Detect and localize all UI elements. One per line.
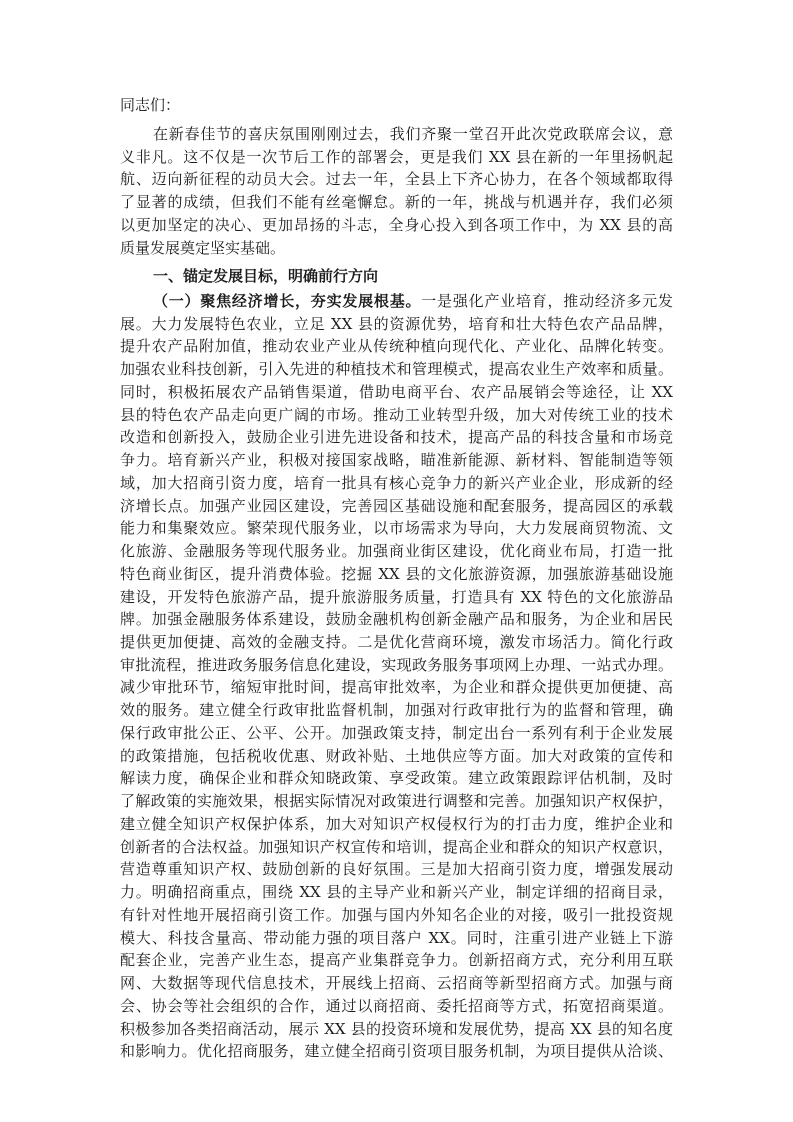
- paragraph-line: 的政策措施，包括税收优惠、财政补贴、土地供应等方面。加大对政策的宣传和: [120, 746, 673, 765]
- paragraph-line: 能力和集聚效应。繁荣现代服务业，以市场需求为导向，大力发展商贸物流、文: [120, 519, 673, 538]
- paragraph-line: 审批流程，推进政务服务信息化建设，实现政务服务事项网上办理、一站式办理。: [120, 655, 673, 674]
- paragraph-line: 网、大数据等现代信息技术，开展线上招商、云招商等新型招商方式。加强与商: [120, 974, 673, 993]
- paragraph-line: 化旅游、金融服务等现代服务业。加强商业街区建设，优化商业布局，打造一批: [120, 542, 673, 561]
- paragraph-line: 域，加大招商引资力度，培育一批具有核心竞争力的新兴产业企业，形成新的经: [120, 473, 673, 492]
- paragraph-line: 力。明确招商重点，围绕 XX 县的主导产业和新兴产业，制定详细的招商目录，: [120, 883, 673, 902]
- paragraph-line: 效的服务。建立健全行政审批监督机制，加强对行政审批行为的监督和管理，确: [120, 701, 673, 720]
- paragraph-line: 义非凡。这不仅是一次节后工作的部署会，更是我们 XX 县在新的一年里扬帆起: [120, 147, 673, 166]
- paragraph-line: 同时，积极拓展农产品销售渠道，借助电商平台、农产品展销会等途径，让 XX: [120, 382, 673, 401]
- paragraph-line: 减少审批环节，缩短审批时间，提高审批效率，为企业和群众提供更加便捷、高: [120, 678, 673, 697]
- paragraph-line: 保行政审批公正、公平、公开。加强政策支持，制定出台一系列有利于企业发展: [120, 723, 673, 742]
- paragraph-line: 县的特色农产品走向更广阔的市场。推动工业转型升级，加大对传统工业的技术: [120, 405, 673, 424]
- paragraph-line: 改造和创新投入，鼓励企业引进先进设备和技术，提高产品的科技含量和市场竞: [120, 428, 673, 447]
- paragraph-line: 了显著的成绩，但我们不能有丝毫懈怠。新的一年，挑战与机遇并存，我们必须: [120, 193, 673, 212]
- paragraph-line: 争力。培育新兴产业，积极对接国家战略，瞄准新能源、新材料、智能制造等领: [120, 451, 673, 470]
- paragraph-line: 建立健全知识产权保护体系，加大对知识产权侵权行为的打击力度，维护企业和: [120, 814, 673, 833]
- paragraph-line: 模大、科技含量高、带动能力强的项目落户 XX。同时，注重引进产业链上下游: [120, 928, 673, 947]
- greeting: 同志们：: [120, 96, 181, 114]
- paragraph-line: 建设，开发特色旅游产品，提升旅游服务质量，打造具有 XX 特色的文化旅游品: [120, 587, 673, 606]
- paragraph-line: 牌。加强金融服务体系建设，鼓励金融机构创新金融产品和服务，为企业和居民: [120, 610, 673, 629]
- paragraph-line: 有针对性地开展招商引资工作。加强与国内外知名企业的对接，吸引一批投资规: [120, 905, 673, 924]
- paragraph-line: 质量发展奠定坚实基础。: [120, 238, 286, 257]
- paragraph-line: 提升农产品附加值，推动农业产业从传统种植向现代化、产业化、品牌化转变。: [120, 337, 673, 356]
- paragraph-line: 和影响力。优化招商服务，建立健全招商引资项目服务机制，为项目提供从洽谈、: [120, 1042, 673, 1061]
- paragraph-line: 济增长点。加强产业园区建设，完善园区基础设施和配套服务，提高园区的承载: [120, 496, 673, 515]
- paragraph-line: 了解政策的实施效果，根据实际情况对政策进行调整和完善。加强知识产权保护，: [120, 792, 673, 811]
- paragraph-line: 解读力度，确保企业和群众知晓政策、享受政策。建立政策跟踪评估机制，及时: [120, 769, 673, 788]
- paragraph-line: 配套企业，完善产业生态，提高产业集群竞争力。创新招商方式，充分利用互联: [120, 951, 673, 970]
- paragraph-line: 展。大力发展特色农业，立足 XX 县的资源优势，培育和壮大特色农产品品牌，: [120, 314, 673, 333]
- bold-lead: （一）聚焦经济增长，夯实发展根基。: [153, 292, 422, 310]
- paragraph-line: 积极参加各类招商活动，展示 XX 县的投资环境和发展优势，提高 XX 县的知名度: [120, 1019, 673, 1038]
- paragraph-line: 提供更加便捷、高效的金融支持。二是优化营商环境，激发市场活力。简化行政: [120, 633, 673, 652]
- paragraph-line: 加强农业科技创新，引入先进的种植技术和管理模式，提高农业生产效率和质量。: [120, 360, 673, 379]
- paragraph-line: 创新者的合法权益。加强知识产权宣传和培训，提高企业和群众的知识产权意识，: [120, 837, 673, 856]
- section-heading: 一、锚定发展目标，明确前行方向: [153, 267, 379, 285]
- paragraph-line: 航、迈向新征程的动员大会。过去一年，全县上下齐心协力，在各个领域都取得: [120, 170, 673, 189]
- paragraph-line: 会、协会等社会组织的合作，通过以商招商、委托招商等方式，拓宽招商渠道。: [120, 996, 673, 1015]
- section-paragraph: [120, 290, 673, 1063]
- paragraph-line: 营造尊重知识产权、鼓励创新的良好氛围。三是加大招商引资力度，增强发展动: [120, 860, 673, 879]
- paragraph-line: 以更加坚定的决心、更加昂扬的斗志，全身心投入到各项工作中，为 XX 县的高: [120, 215, 673, 234]
- paragraph-line: 在新春佳节的喜庆氛围刚刚过去，我们齐聚一堂召开此次党政联席会议，意: [153, 125, 673, 143]
- paragraph-line: 特色商业街区，提升消费体验。挖掘 XX 县的文化旅游资源，加强旅游基础设施: [120, 564, 673, 583]
- intro-paragraph: [120, 123, 673, 259]
- paragraph-line: [120, 290, 673, 313]
- paragraph-line-text: 一是强化产业培育，推动经济多元发: [421, 292, 673, 310]
